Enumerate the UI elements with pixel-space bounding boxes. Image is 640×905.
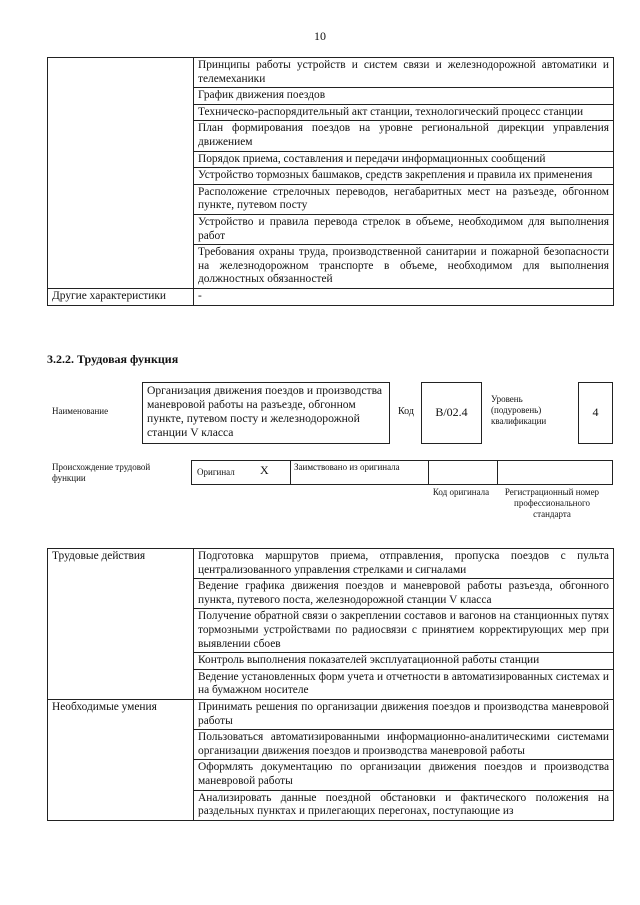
table-cell: Принципы работы устройств и систем связи и железнодорожной автоматики и телемеханики bbox=[194, 58, 614, 88]
table-cell: График движения поездов bbox=[194, 88, 614, 105]
function-name-box: Организация движения поездов и производства маневровой работы на разъезде, обгонном пункте, путевом посту и железнодорожной станции V класса bbox=[142, 382, 390, 444]
level-value-box: 4 bbox=[578, 382, 613, 444]
table-cell: Анализировать данные поездной обстановки и фактического положения на раздельных пунктах и прилегающих перегонах, поступающие из bbox=[194, 790, 614, 820]
table-cell: Ведение графика движения поездов и маневровой работы разъезда, обгонного пункта, путевого поста, железнодорожной станции V класса bbox=[194, 579, 614, 609]
table-row bbox=[48, 549, 614, 579]
table-cell: Устройство и правила перевода стрелок в объеме, необходимом для выполнения работ bbox=[194, 214, 614, 244]
reg-caption: Регистрационный номер профессионального стандарта bbox=[504, 487, 600, 519]
table-cell: Пользоваться автоматизированными информационно-аналитическими системами организации движения поездов и производства маневровой работы bbox=[194, 730, 614, 760]
level-label: Уровень (подуровень) квалификации bbox=[491, 394, 547, 426]
name-label: Наименование bbox=[52, 406, 109, 416]
table-row bbox=[48, 58, 614, 88]
code-caption: Код оригинала bbox=[432, 487, 490, 497]
knowledge-table bbox=[47, 57, 614, 306]
table-cell: - bbox=[194, 288, 614, 305]
table-cell: Требования охраны труда, производственной санитарии и пожарной безопасности на железнодорожном транспорте в объеме, необходимом для выполнения должностных обязанностей bbox=[194, 245, 614, 289]
original-mark: X bbox=[260, 463, 269, 477]
origin-row bbox=[191, 460, 613, 485]
table-label-cell: Необходимые умения bbox=[48, 699, 194, 820]
borrowed-cell: Заимствовано из оригинала bbox=[290, 460, 429, 485]
table-label-cell: Другие характеристики bbox=[48, 288, 194, 305]
table-cell: План формирования поездов на уровне региональной дирекции управления движением bbox=[194, 121, 614, 151]
reg-number-cell bbox=[497, 460, 613, 485]
table-cell: Ведение установленных форм учета и отчетности в автоматизированных системах и на бумажном носителе bbox=[194, 669, 614, 699]
table-row bbox=[48, 288, 614, 305]
code-origin-cell bbox=[428, 460, 498, 485]
table-cell: Оформлять документацию по организации движения поездов и производства маневровой работы bbox=[194, 760, 614, 790]
original-label: Оригинал bbox=[197, 467, 235, 477]
table-cell: Устройство тормозных башмаков, средств закрепления и правила их применения bbox=[194, 168, 614, 185]
page-number: 10 bbox=[314, 29, 326, 43]
table-cell: Контроль выполнения показателей эксплуатационной работы станции bbox=[194, 653, 614, 670]
table-cell: Получение обратной связи о закреплении составов и вагонов на станционных путях тормозными устройствами по радиосвязи с принятием корректирующих мер при выявлении сбоев bbox=[194, 609, 614, 653]
table-cell: Принимать решения по организации движения поездов и производства маневровой работы bbox=[194, 699, 614, 729]
table-cell: Подготовка маршрутов приема, отправления, пропуска поездов с пульта централизованного управления стрелками и сигналами bbox=[194, 549, 614, 579]
table-label-cell: Трудовые действия bbox=[48, 549, 194, 700]
table-label-cell bbox=[48, 58, 194, 289]
actions-table bbox=[47, 548, 614, 821]
section-heading: 3.2.2. Трудовая функция bbox=[47, 352, 179, 366]
origin-label: Происхождение трудовой функции bbox=[52, 462, 151, 483]
table-cell: Техническо-распорядительный акт станции, технологический процесс станции bbox=[194, 104, 614, 121]
code-value-box: В/02.4 bbox=[421, 382, 482, 444]
table-cell: Порядок приема, составления и передачи информационных сообщений bbox=[194, 151, 614, 168]
table-cell: Расположение стрелочных переводов, негабаритных мест на разъезде, обгонном пункте, путевом посту bbox=[194, 184, 614, 214]
original-cell bbox=[191, 460, 291, 485]
table-row bbox=[48, 699, 614, 729]
code-label: Код bbox=[398, 406, 414, 417]
